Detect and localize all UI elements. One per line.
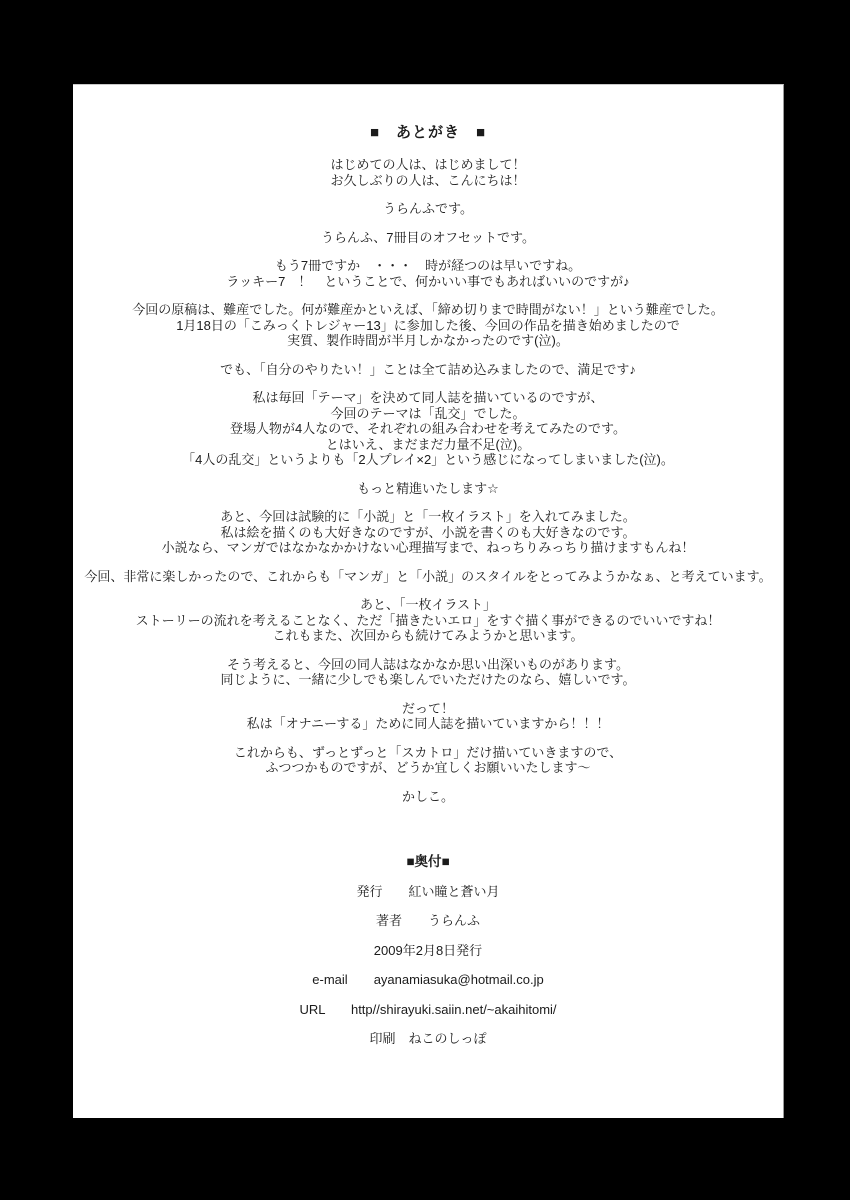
afterword-paragraph [73,509,783,556]
text-line: 1月18日の「こみっくトレジャー13」に参加した後、今回の作品を描き始めましたので [176,317,680,333]
text-line: でも、「自分のやりたい！」ことは全て詰め込みましたので、満足です♪ [220,361,636,377]
afterword-paragraph [73,745,783,776]
afterword-page [73,84,784,1118]
text-line: 今回、非常に楽しかったので、これからも「マンガ」と「小説」のスタイルをとってみようかなぁ、と考えています。 [84,568,772,584]
text-line: 私は「オナニーする」ために同人誌を描いていますから！！！ [246,716,610,731]
afterword-paragraph [73,230,783,246]
colophon-title: ■奥付■ [406,854,450,869]
afterword-paragraph [73,569,783,585]
text-line: 私は毎回「テーマ」を決めて同人誌を描いているのですが、 [252,390,604,405]
colophon [73,884,783,1047]
text-line: うらんふです。 [383,201,473,216]
text-line: 実質、製作時間が半月しかなかったのです(泣)。 [287,333,569,348]
text-line: 同じように、一緒に少しでも楽しんでいただけたのなら、嬉しいです。 [220,672,636,687]
afterword-paragraph [73,302,783,349]
text-line: これからも、ずっとずっと「スカトロ」だけ描いていきますので、 [233,744,623,760]
text-line: 小説なら、マンガではなかなかかけない心理描写まで、ねっちりみっちり描けますもんね！ [161,540,695,555]
colophon-line: 著者 うらんふ [375,913,480,928]
text-line: ラッキー7 ！ ということで、何かいい事でもあればいいのですが♪ [226,273,630,289]
text-line: 今回の原稿は、難産でした。何が難産かといえば、「締め切りまで時間がない！」という難産でした。 [132,302,724,317]
text-line: あと、「一枚イラスト」 [359,597,497,612]
text-line: お久しぶりの人は、こんにちは！ [330,172,526,188]
text-line: はじめての人は、はじめまして！ [330,157,526,172]
text-line: これもまた、次回からも続けてみようかと思います。 [272,628,584,643]
text-line: うらんふ、7冊目のオフセットです。 [321,229,535,245]
afterword-paragraph [73,390,783,468]
afterword-paragraph [73,201,783,217]
text-line: だって！ [401,700,454,716]
afterword-paragraph [73,701,783,732]
afterword-paragraph [73,157,783,188]
text-line: とはいえ、まだまだ力量不足(泣)。 [325,436,531,452]
text-line: ふつつかものですが、どうか宜しくお願いいたします～ [265,760,591,775]
text-line: ストーリーの流れを考えることなく、ただ「描きたいエロ」をすぐ描く事ができるのでいいですね！ [135,612,721,628]
afterword-title: ■ あとがき ■ [369,124,487,141]
text-line: 今回のテーマは「乱交」でした。 [330,405,526,421]
text-line: 「4人の乱交」というよりも「2人プレイ×2」という感じになってしまいました(泣)。 [182,452,674,467]
text-line: もう7冊ですか ・・・ 時が経つのは早いですね。 [274,258,582,273]
colophon-line: 発行 紅い瞳と蒼い月 [356,883,500,899]
text-line: かしこ。 [401,788,454,804]
afterword-paragraph [73,362,783,378]
afterword-body [73,157,783,804]
colophon-line: URL http//shirayuki.saiin.net/~akaihitomi/ [299,1001,557,1017]
text-line: 私は絵を描くのも大好きなのですが、小説を書くのも大好きなのです。 [220,524,636,540]
afterword-paragraph [73,481,783,497]
text-line: 登場人物が4人なので、それぞれの組み合わせを考えてみたのです。 [230,421,626,436]
text-line: あと、今回は試験的に「小説」と「一枚イラスト」を入れてみました。 [220,509,636,524]
text-line: そう考えると、今回の同人誌はなかなか思い出深いものがあります。 [227,656,629,672]
afterword-paragraph [73,657,783,688]
text-line: もっと精進いたします☆ [357,480,499,496]
afterword-paragraph [73,597,783,644]
afterword-paragraph [73,258,783,289]
colophon-line: 2009年2月8日発行 [373,942,483,958]
colophon-line: 印刷 ねこのしっぽ [369,1031,487,1046]
colophon-line: e-mail ayanamiasuka@hotmail.co.jp [312,972,544,987]
afterword-paragraph [73,789,783,805]
